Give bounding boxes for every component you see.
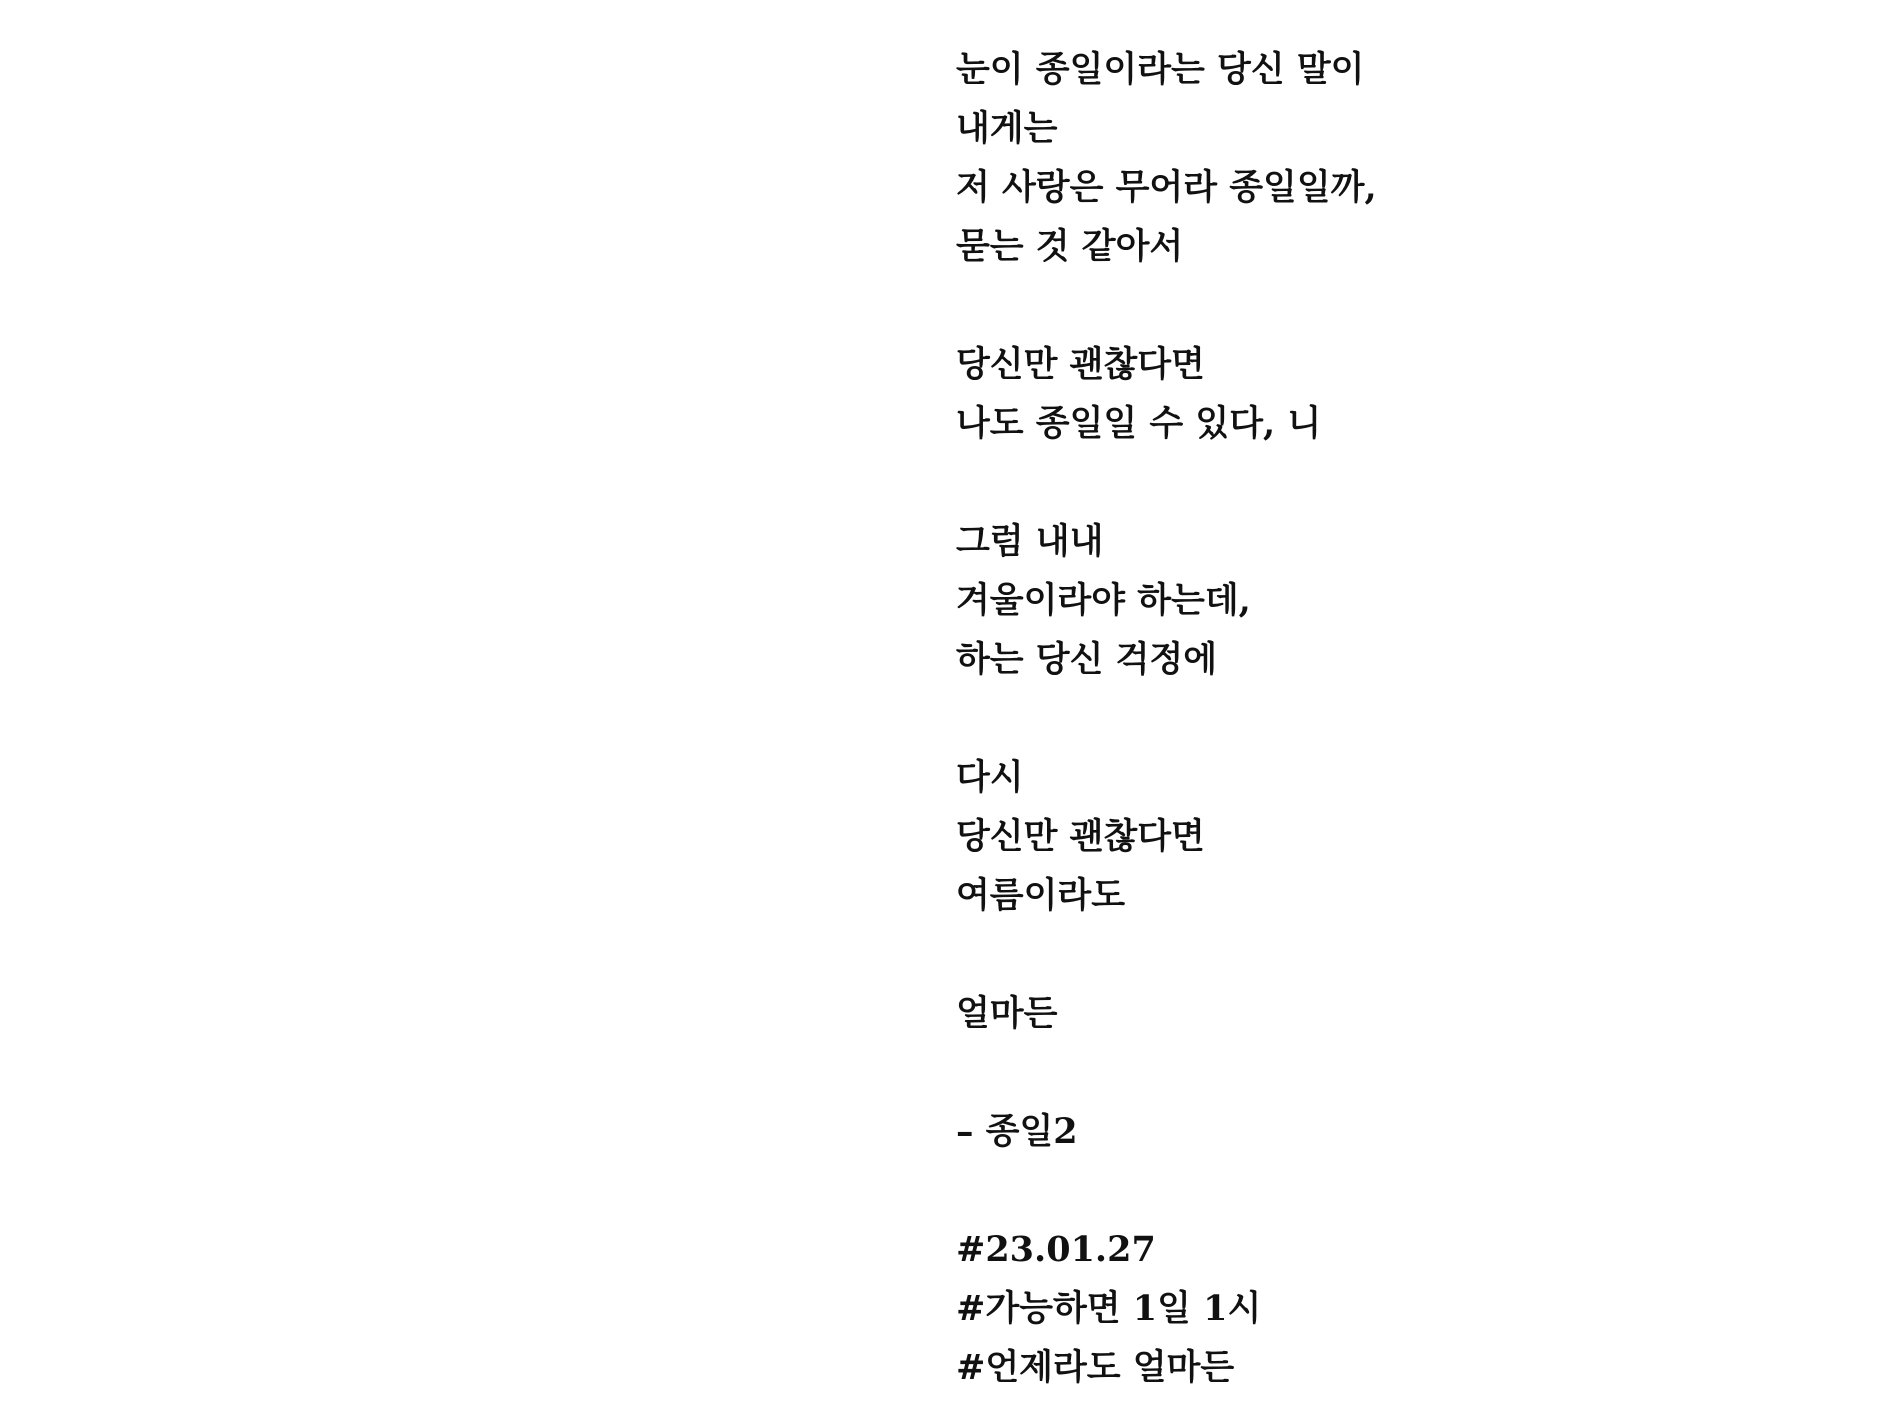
stanza-break [956, 689, 1656, 748]
stanza-5 [956, 984, 1656, 1043]
stanza-1 [956, 40, 1656, 276]
poem-line: 여름이라도 [956, 875, 1126, 916]
hashtag: #가능하면 1일 1시 [956, 1288, 1262, 1329]
poem-title-signature [956, 1102, 1656, 1161]
poem-line: 얼마든 [956, 993, 1058, 1034]
hashtag-date: #23.01.27 [956, 1229, 1156, 1270]
poem-line: 나도 종일일 수 있다, 니 [956, 403, 1322, 444]
poem-line: 그럼 내내 [956, 521, 1104, 562]
poem-line: 저 사랑은 무어라 종일일까, [956, 167, 1377, 208]
stanza-break [956, 453, 1656, 512]
poem-line: 하는 당신 걱정에 [956, 639, 1218, 680]
poem-line: 내게는 [956, 108, 1058, 149]
poem [956, 40, 1656, 1397]
hashtags [956, 1220, 1656, 1397]
stanza-4 [956, 748, 1656, 925]
poem-line: 당신만 괜찮다면 [956, 816, 1205, 857]
stanza-2 [956, 335, 1656, 453]
poem-line: 묻는 것 같아서 [956, 226, 1184, 267]
stanza-3 [956, 512, 1656, 689]
stanza-break [956, 1161, 1656, 1220]
hashtag: #언제라도 얼마든 [956, 1347, 1235, 1388]
poem-line: 눈이 종일이라는 당신 말이 [956, 49, 1365, 90]
poem-title: – 종일2 [956, 1111, 1078, 1152]
stanza-break [956, 276, 1656, 335]
stanza-break [956, 1043, 1656, 1102]
poem-line: 당신만 괜찮다면 [956, 344, 1205, 385]
poem-line: 겨울이라야 하는데, [956, 580, 1251, 621]
stanza-break [956, 925, 1656, 984]
poem-line: 다시 [956, 757, 1024, 798]
